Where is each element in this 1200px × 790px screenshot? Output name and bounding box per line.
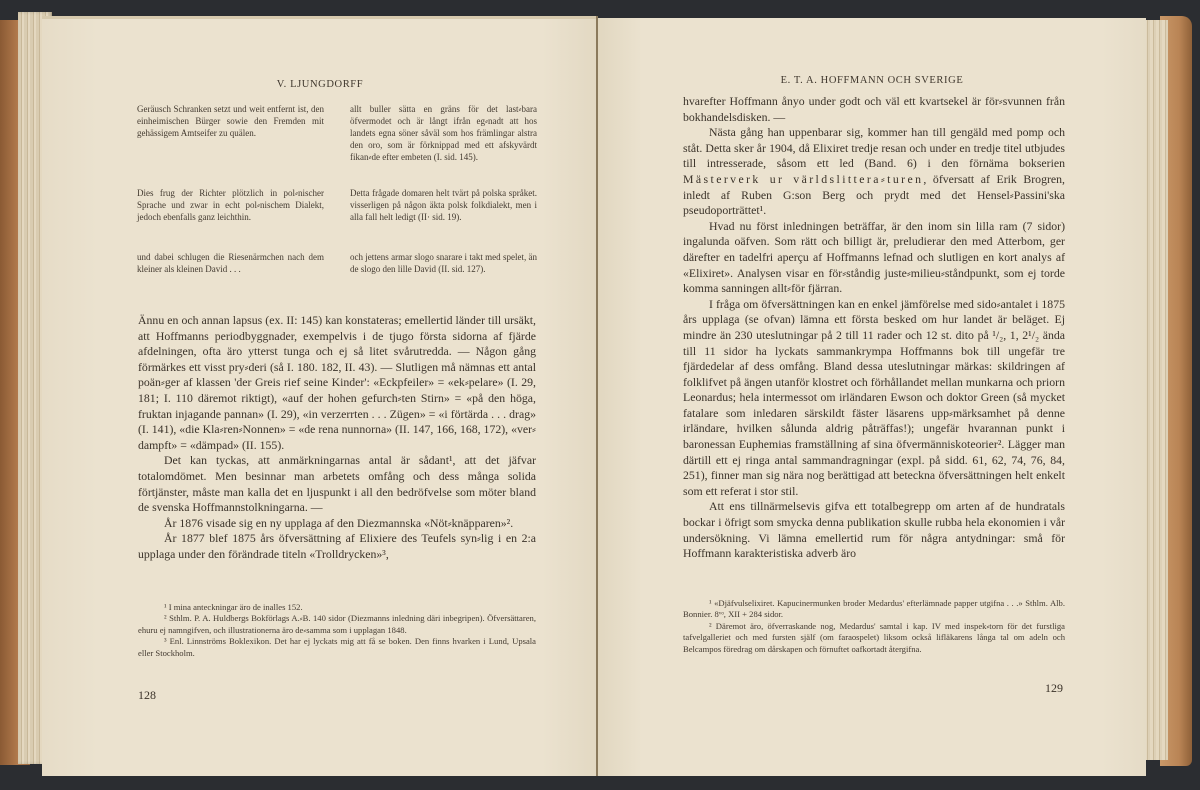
paragraph: Att ens tillnärmelsevis gifva ett totalbegrepp om arten af de hundratals bockar i öfrigt som smycka denna publikation skulle rubba hela ekonomien i vår undersökning. Vi lämna emellertid rum för några antydningar: små för Hoffmann karakteristiska adverb äro <box>683 499 1065 561</box>
footnote: ¹ «Djäfvulselixiret. Kapucinermunken broder Medardus' efterlämnade papper utgifna . . .» Sthlm. Alb. Bonnier. 8ᵛᵒ, XII + 284 sidor. <box>683 598 1065 620</box>
paragraph: hvarefter Hoffmann ånyo under godt och väl ett kvartsekel är för⸗svunnen från bokhandelsdisken. — <box>683 94 1065 124</box>
right-footnotes <box>683 598 1065 655</box>
swedish-quote: och jettens armar slogo snarare i takt med spelet, än de slogo den lille David (II. sid. 127). <box>350 252 537 274</box>
paragraph: Det kan tyckas, att anmärkningarnas antal är sådant¹, att det jäfvar totalomdömet. Men besinnar man arbetets omfång och dess många solida förtjänster, måste man kalla det en ljuspunkt i all den bedröfvelse som möter bland de svenska Hoffmannstolkningarna. — <box>138 453 536 515</box>
footnote: ¹ I mina anteckningar äro de inalles 152. <box>164 602 303 612</box>
paragraph: År 1877 blef 1875 års öfversättning af Elixiere des Teufels syn⸗lig i en 2:a upplaga under den förändrade titeln «Trolldrycken»³, <box>138 531 536 561</box>
paragraph-text: Nästa gång han uppenbarar sig, kommer han till gengäld med pomp och ståt. Detta sker år 1904, då Elixiret tredje resan och under en tredje titel utbjudes till intresserade, såsom ett led (Band. 6) i den förnäma bokserien <box>683 125 1065 171</box>
footnote: ³ Enl. Linnströms Boklexikon. Det har ej lyckats mig att få se boken. Den finns hvarken i Lund, Upsala eller Stockholm. <box>138 636 536 658</box>
left-page <box>42 16 598 776</box>
series-title: Mästerverk ur världslittera⸗turen <box>683 171 924 186</box>
page-number-right: 129 <box>1045 681 1063 695</box>
paragraph-text: , öfversatt af Erik Brogren, inledt af Ruben G:son Berg och prydt med det Hensel⸗Passini'ska pseudoporträttet¹. <box>683 171 1065 218</box>
right-page <box>598 18 1146 776</box>
german-quote: und dabei schlugen die Riesenärmchen nach dem kleiner als kleinen David . . . <box>137 252 324 274</box>
paragraph: Hvad nu först inledningen beträffar, är den inom sin lilla ram (7 sidor) ingalunda oäfven. Som rätt och billigt är, preludierar den med Atterbom, ger därefter en tadelfri aperçu af Hoffmanns lefnad och slutligen en kort analys af «Elixiret». Analysen visar en för⸗ståndig juste⸗milieu⸗ståndpunkt, som ej torde komma sanningen allt⸗för fjärran. <box>683 218 1065 296</box>
footnote: ² Sthlm. P. A. Huldbergs Bokförlags A.⸗B. 140 sidor (Diezmanns inledning däri inbegripen). Öfversättaren, ehuru ej namngifven, och illustrationerna äro de⸗samma som i upplagan 1848. <box>138 613 536 635</box>
swedish-quote: Detta frågade domaren helt tvärt på polska språket. visserligen på någon äkta polsk folkdialekt, men i alla fall helt ledigt (II· sid. 19). <box>350 188 537 222</box>
running-head-right: E. T. A. HOFFMANN OCH SVERIGE <box>780 75 964 86</box>
paragraph: År 1876 visade sig en ny upplaga af den Diezmannska «Nöt⸗knäpparen»². <box>164 515 514 530</box>
running-head-left: V. LJUNGDORFF <box>276 79 364 90</box>
footnote: ² Däremot äro, öfverraskande nog, Medardus' samtal i kap. IV med inspek⸗torn för det furstliga tafvelgalleriet och med fursten själf (om faraospelet) liksom också lifläkarens långa tal om adeln och Belcampos föredrag om dårskapen och förnuftet oafkortadt återgifna. <box>683 620 1065 654</box>
left-body <box>138 313 536 563</box>
page-number-left: 128 <box>138 688 156 702</box>
german-quote: Geräusch Schranken setzt und weit entfernt ist, den einheimischen Bürger sowie den Fremden mit gehässigem Amtseifer zu quälen. <box>137 104 324 138</box>
swedish-quote: allt buller sätta en gräns för det last⸗bara öfvermodet och är långt ifrån eg⸗nadt att hos landets egna söner såväl som hos främlingar alstra den oro, som är förknippad med ett afskyvärdt fikan⸗de efter embeten (I. sid. 145). <box>350 104 537 162</box>
paragraph: I fråga om öfversättningen kan en enkel jämförelse med sido⸗antalet i 1875 års upplaga (se ofvan) lämna ett första besked om hur landet är beläget. Ej mindre än 230 uteslutningar på 2 till 11 rader och 12 st. dito på ¹/₂, 1, 2¹/₂ ända till 11 sidor ha lyckats sammankrympa Hoffmanns bok till ungefär tre fjärdedelar af dess omfång. Bland dessa uteslutningar märkas: skildringen af folklifvet på ängen utanför klostret och förhållandet mellan munkarna och priorn Leonardus; hela intermessot om irländaren Ewson och doktor Green (så mycket fatalare som inledaren särskildt fäster läsarens upp⸗märksamhet på denne irländare, hvilken sålunda aldrig påträffas!); ungefär hvarannan punkt i baronessan Euphemias framställning af sina öfvermänniskoteorier². Lägger man därtill ett ej ringa antal sammandragningar (expl. på sidd. 61, 62, 74, 76, 84, 251), finner man sig nära nog berättigad att beteckna öfversättningen helt enkelt som ett referat i stor stil. <box>683 296 1065 498</box>
german-quote: Dies frug der Richter plötzlich in pol⸗nischer Sprache und zwar in echt pol⸗nischem Dialekt, jedoch ebenfalls ganz leichthin. <box>137 188 324 222</box>
parallel-quote-2 <box>137 187 537 223</box>
right-body <box>683 94 1065 562</box>
parallel-quote-1 <box>137 103 537 163</box>
paragraph <box>683 125 1065 219</box>
left-footnotes <box>138 602 536 659</box>
parallel-quote-3 <box>137 251 537 275</box>
paragraph: Ännu en och annan lapsus (ex. II: 145) kan konstateras; emellertid länder till ursäkt, att Hoffmanns periodbyggnader, exempelvis i de tjugo första sidorna af fjärde afdelningen, ofta äro ytterst tunga och ej så litet svårutredda. — Någon gång förmärkes ett visst pry⸗deri (så I. 180. 182, II. 43). — Slutligen må nämnas ett antal poän⸗ger af klassen 'der Greis rief seine Kinder': «Eckpfeiler» = «ek⸗pelare» (I. 29, 181; I. 110 däremot riktigt), «auf der hohen gefurch⸗ten Stirn» = «på den höga, fruktan injagande pannan» (I. 29), «in verzerrten . . . Zügen» = «i förtärda . . . drag» (I. 141), «die Kla⸗ren⸗Nonnen» = «de rena nunnorna» (II. 147, 166, 168, 172), «ver⸗dampft» = «dämpad» (II. 155). <box>138 313 536 452</box>
